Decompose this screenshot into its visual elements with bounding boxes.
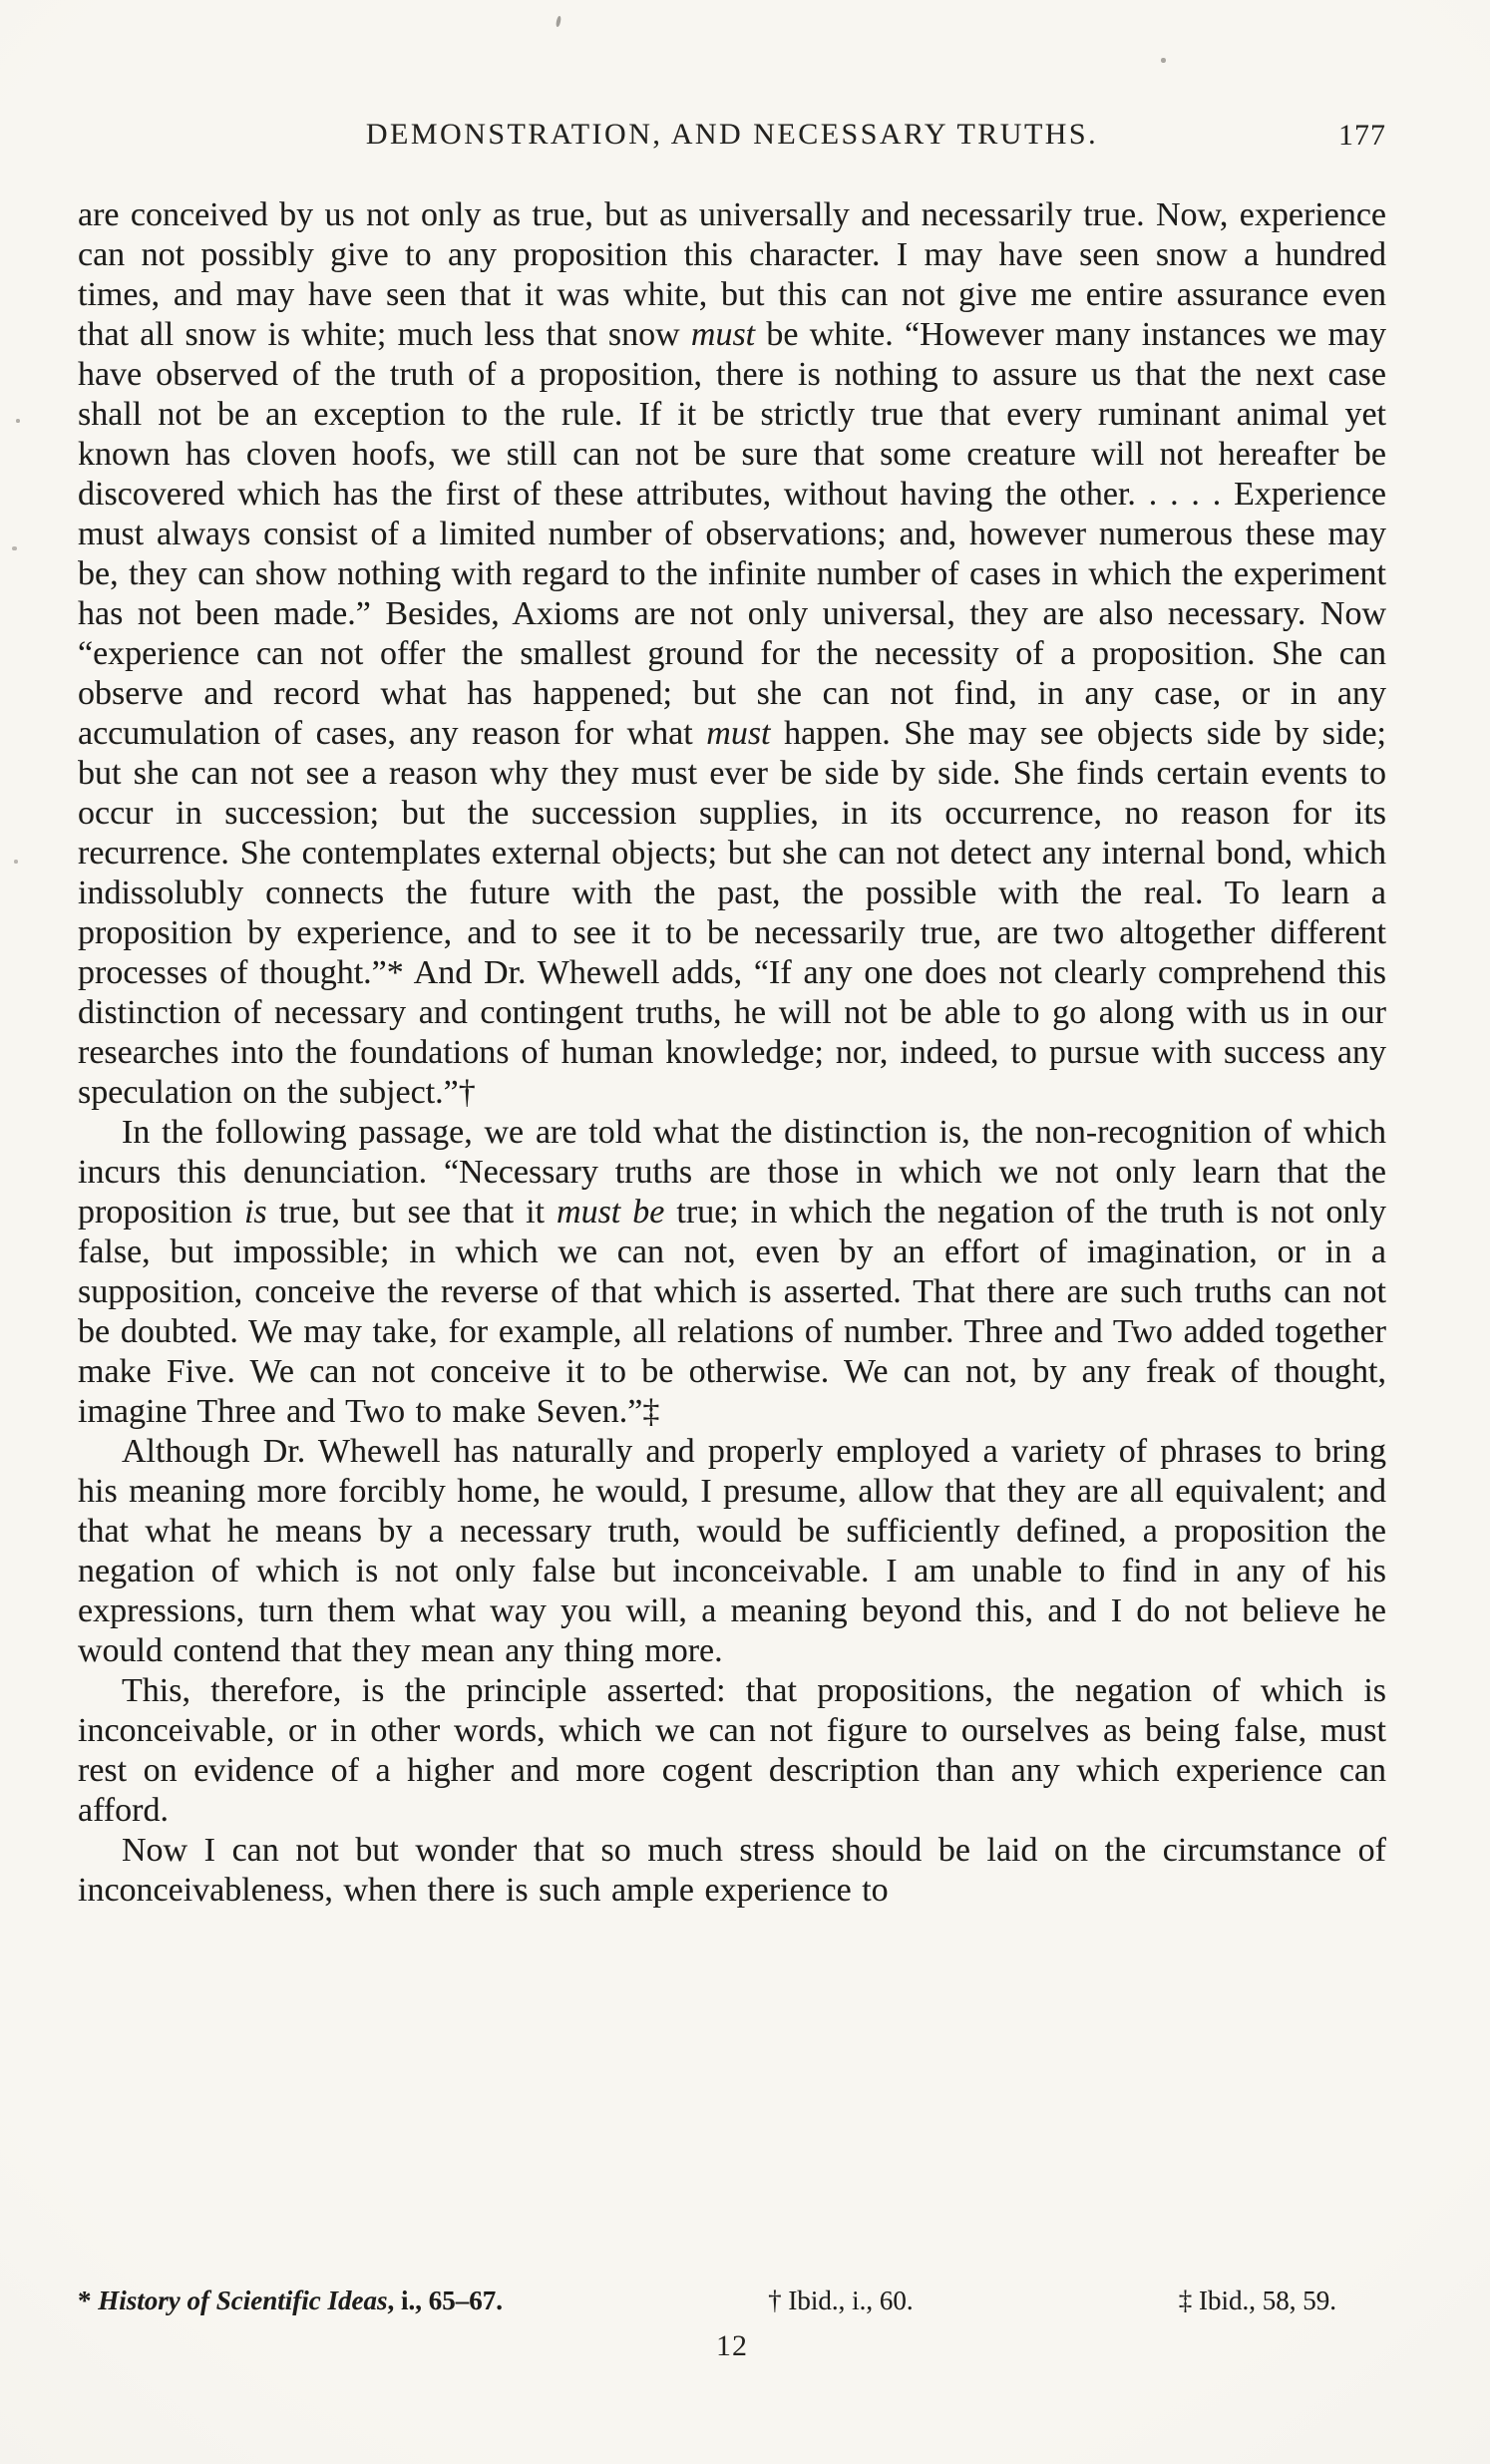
page-number: 177 [1338, 119, 1386, 152]
body-text [78, 195, 1386, 1911]
scan-speck [556, 16, 561, 28]
text-segment: This, therefore, is the principle asserted: that propositions, the negation of which is inconceivable, or in other words, which we can not figure to ourselves as being false, must rest on evidence of a higher and more cogent description than any which experience can afford. [78, 1672, 1386, 1829]
page-title: DEMONSTRATION, AND NECESSARY TRUTHS. [365, 118, 1099, 151]
scan-speck [12, 546, 17, 550]
footnotes [78, 2286, 1336, 2316]
text-segment: History of Scientific Ideas [98, 2286, 388, 2315]
text-segment: * [78, 2286, 99, 2315]
running-header [78, 118, 1386, 160]
scan-speck [16, 419, 20, 423]
text-segment: be white. “However many instances we may have observed of the truth of a proposition, there is nothing to assure us that the next case shall not be an exception to the rule. If it be strictly true that every ruminant animal yet known has cloven hoofs, we still can not be sure that some creature will not hereafter be discovered which has the first of these attributes, without having the other. . . . . Experience must always consist of a limited number of observations; and, however numerous these may be, they can show nothing with regard to the infinite number of cases in which the experiment has not been made.” Besides, Axioms are not only universal, they are also necessary. Now “experience can not offer the smallest ground for the necessity of a proposition. She can observe and record what has happened; but she can not find, in any case, or in any accumulation of cases, any reason for what [78, 316, 1386, 752]
paragraph [78, 1113, 1386, 1432]
text-segment: true, but see that it [266, 1194, 558, 1231]
text-segment: ‡ Ibid., 58, 59. [1178, 2286, 1336, 2315]
text-segment: † Ibid., i., 60. [768, 2286, 914, 2315]
text-segment: happen. She may see objects side by side; but she can not see a reason why they must ever be side by side. She finds certain events to occur in succession; but the succession supplies, in its occurrence, no reason for its recurrence. She contemplates external objects; but she can not detect any internal bond, which indissolubly connects the future with the past, the possible with the real. To learn a proposition by experience, and to see it to be necessarily true, are two altogether different processes of thought.”* And Dr. Whewell adds, “If any one does not clearly comprehend this distinction of necessary and contingent truths, he will not be able to go along with us in our researches into the foundations of human knowledge; nor, indeed, to pursue with success any speculation on the subject.”† [78, 715, 1386, 1111]
text-segment: Although Dr. Whewell has naturally and properly employed a variety of phrases to bring his meaning more forcibly home, he would, I presume, allow that they are all equivalent; and that what he means by a necessary truth, would be sufficiently defined, a proposition the negation of which is not only false but inconceivable. I am unable to find in any of his expressions, turn them what way you will, a meaning beyond this, and I do not believe he would contend that they mean any thing more. [78, 1433, 1386, 1669]
paragraph [78, 1671, 1386, 1831]
footnote [768, 2286, 914, 2316]
footnote [1179, 2286, 1336, 2316]
text-segment: Now I can not but wonder that so much stress should be laid on the circumstance of inconceivableness, when there is such ample experience to [78, 1832, 1386, 1909]
text-segment: , i., 65–67. [387, 2286, 503, 2315]
scan-speck [14, 860, 18, 864]
paragraph [78, 1432, 1386, 1671]
folio-number: 12 [716, 2329, 748, 2362]
text-segment: must be [557, 1194, 665, 1231]
text-segment: must [690, 316, 756, 353]
text-segment: must [706, 715, 771, 752]
scan-speck [1161, 58, 1166, 63]
text-segment: In the following passage, we are told what the distinction is, the non-recognition of which incurs this denunciation. “Necessary truths are those in which we not only learn that the proposition [78, 1114, 1386, 1231]
text-segment: is [243, 1194, 267, 1231]
paragraph [78, 195, 1386, 1113]
text-segment: are conceived by us not only as true, but as universally and necessarily true. Now, experience can not possibly give to any proposition this character. I may have seen snow a hundred times, and may have seen that it was white, but this can not give me entire assurance even that all snow is white; much less that snow [78, 196, 1386, 353]
footnote [78, 2286, 503, 2316]
paragraph [78, 1831, 1386, 1911]
text-segment: true; in which the negation of the truth is not only false, but impossible; in which we can not, even by an effort of imagination, or in a supposition, conceive the reverse of that which is asserted. That there are such truths can not be doubted. We may take, for example, all relations of number. Three and Two added together make Five. We can not conceive it to be otherwise. We can not, by any freak of thought, imagine Three and Two to make Seven.”‡ [78, 1194, 1386, 1430]
